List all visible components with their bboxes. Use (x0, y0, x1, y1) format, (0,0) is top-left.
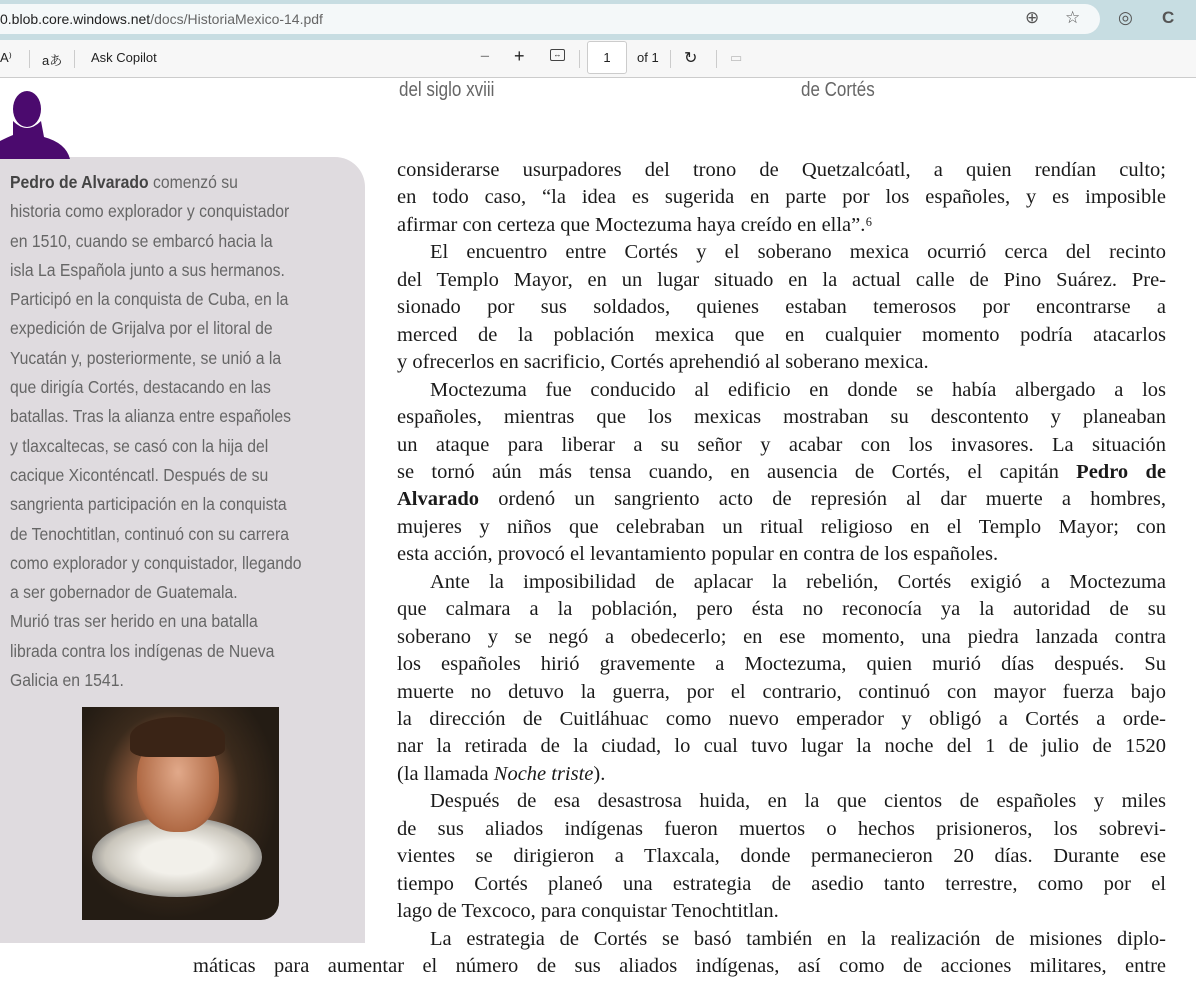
text-segment: en 1510, cuando se embarcó hacia la (10, 230, 273, 251)
sidebar-biography (10, 168, 302, 695)
text-segment: sionado por sus soldados, quienes estaban temerosos por encontrarse a (397, 296, 1166, 319)
text-line (397, 651, 1166, 678)
zoom-in-button[interactable]: + (514, 46, 525, 66)
text-segment: lago de Texcoco, para conquistar Tenochtitlan. (397, 900, 779, 923)
text-line (397, 541, 1166, 568)
bold-text: Pedro de (1076, 460, 1166, 483)
text-segment: librada contra los indígenas de Nueva (10, 640, 275, 661)
sidebar-line (10, 520, 302, 549)
text-segment: y tlaxcaltecas, se casó con la hija del (10, 435, 269, 456)
text-segment: mujeres y niños que celebraban un ritual religioso en el Templo Mayor; con (397, 515, 1166, 538)
text-line (397, 459, 1166, 486)
favorite-star-icon[interactable]: ☆ (1065, 8, 1081, 27)
sidebar-line (10, 432, 302, 461)
zoom-icon[interactable]: ⊕ (1025, 8, 1040, 27)
text-segment: ordenó un sangriento acto de represión al dar muerte a hombres, (479, 488, 1166, 511)
text-line (430, 239, 1166, 266)
url-host: 0.blob.core.windows.net (0, 11, 151, 27)
text-segment: historia como explorador y conquistador (10, 201, 290, 222)
sidebar-line (10, 314, 302, 343)
text-segment: se tornó aún más tensa cuando, en ausencia de Cortés, el capitán (397, 460, 1077, 483)
text-segment: a ser gobernador de Guatemala. (10, 582, 238, 603)
text-segment: de sus aliados indígenas fueron muertos o hechos prisioneros, los sobrevi- (397, 817, 1166, 840)
text-segment: muerte no detuvo la guerra, por el contrario, continuó con mayor fuerza bajo (397, 680, 1166, 703)
text-line (397, 432, 1166, 459)
sidebar-line (10, 578, 302, 607)
text-line (397, 871, 1166, 898)
text-segment: de Tenochtitlan, continuó con su carrera (10, 523, 290, 544)
text-line (430, 569, 1166, 596)
sidebar-line (10, 344, 302, 373)
extension-icon[interactable]: ◎ (1118, 8, 1133, 27)
text-line (397, 322, 1166, 349)
portrait-image (82, 707, 279, 920)
running-header-left: del siglo xviii (399, 79, 495, 101)
text-segment: del Templo Mayor, en un lugar situado en la actual calle de Pino Suárez. Pre- (397, 268, 1166, 291)
text-line (193, 953, 1166, 980)
text-segment: nar la retirada de la ciudad, lo cual tuvo lugar la noche del 1 de julio de 1520 (397, 735, 1166, 758)
text-segment: La estrategia de Cortés se basó también en la realización de misiones diplo- (430, 927, 1166, 950)
text-segment: los españoles hirió gravemente a Moctezuma, quien murió días después. Su (397, 653, 1166, 676)
sidebar-line (10, 490, 302, 519)
text-line (430, 377, 1166, 404)
text-segment: comenzó su (148, 172, 238, 192)
text-line (397, 624, 1166, 651)
sidebar-line (10, 402, 302, 431)
text-line (397, 679, 1166, 706)
zoom-out-button[interactable]: − (480, 47, 490, 66)
text-segment: como explorador y conquistador, llegando (10, 552, 302, 573)
italic-text: Noche triste (493, 762, 594, 785)
translate-button[interactable]: aあ (42, 53, 63, 68)
text-line (397, 816, 1166, 843)
ask-copilot-button[interactable]: Ask Copilot (91, 50, 157, 65)
text-line (397, 706, 1166, 733)
text-line (397, 157, 1166, 184)
text-segment: cacique Xiconténcatl. Después de su (10, 464, 269, 485)
running-header-right: de Cortés (801, 79, 875, 101)
pdf-toolbar (0, 40, 1196, 78)
text-line (397, 514, 1166, 541)
person-silhouette-icon (0, 89, 72, 159)
text-segment: vientes se dirigieron a Tlaxcala, donde permanecieron 20 días. Durante ese (397, 845, 1166, 868)
text-segment: un ataque para liberar a su señor y acabar con los invasores. La situación (397, 433, 1166, 456)
text-line (397, 761, 1166, 788)
text-line (397, 184, 1166, 211)
text-line (397, 733, 1166, 760)
divider (29, 50, 30, 68)
text-line (397, 843, 1166, 870)
text-line (397, 486, 1166, 513)
text-line (397, 404, 1166, 431)
text-line (397, 596, 1166, 623)
text-line (397, 212, 1166, 239)
pdf-page (0, 79, 1196, 1000)
divider (670, 50, 671, 68)
address-bar-area (0, 0, 1196, 40)
text-line (397, 267, 1166, 294)
text-segment: que dirigía Cortés, destacando en las (10, 377, 271, 398)
text-segment: merced de la población mexica que en cualquier momento podría atacarlos (397, 323, 1166, 346)
divider (579, 50, 580, 68)
url-path: /docs/HistoriaMexico-14.pdf (150, 11, 323, 27)
divider (74, 50, 75, 68)
copilot-icon[interactable]: C (1162, 8, 1175, 27)
text-segment: Ante la imposibilidad de aplacar la rebelión, Cortés exigió a Moctezuma (430, 570, 1166, 593)
page-view-icon[interactable]: ▭ (730, 50, 743, 65)
read-aloud-button[interactable]: A⁾ (0, 50, 12, 65)
sidebar-line (10, 461, 302, 490)
text-segment: (la llamada (397, 762, 494, 785)
text-segment: que calmara a la población, pero ésta no reconocía ya la autoridad de su (397, 598, 1166, 621)
text-segment: máticas para aumentar el número de sus aliados indígenas, así como de acciones militares, entre (193, 955, 1166, 978)
text-segment: esta acción, provocó el levantamiento popular en contra de los españoles. (397, 543, 999, 566)
text-segment: Moctezuma fue conducido al edificio en donde se había albergado a los (430, 378, 1166, 401)
text-segment: Participó en la conquista de Cuba, en la (10, 289, 289, 310)
sidebar-line (10, 549, 302, 578)
text-segment: tiempo Cortés planeó una estrategia de asedio tanto terrestre, como por el (397, 872, 1166, 895)
text-segment: Murió tras ser herido en una batalla (10, 611, 258, 632)
sidebar-line (10, 637, 302, 666)
sidebar-line (10, 666, 302, 695)
sidebar-line (10, 168, 302, 197)
text-segment: afirmar con certeza que Moctezuma haya creído en ella”.⁶ (397, 213, 873, 236)
text-segment: Galicia en 1541. (10, 670, 124, 691)
text-line (397, 898, 1166, 925)
text-line (430, 788, 1166, 815)
bold-text: Alvarado (397, 488, 479, 511)
url-field[interactable] (0, 4, 1100, 34)
text-segment: la dirección de Cuitláhuac como nuevo emperador y obligó a Cortés a orde- (397, 708, 1166, 730)
bold-text: Pedro de Alvarado (10, 172, 149, 192)
text-segment: en todo caso, “la idea es sugerida en parte por los españoles, y es imposible (397, 186, 1166, 209)
text-segment: considerarse usurpadores del trono de Quetzalcóatl, a quien rendían culto; (397, 159, 1166, 181)
text-segment: isla La Española junto a sus hermanos. (10, 259, 285, 280)
rotate-icon[interactable]: ↻ (684, 50, 698, 67)
sidebar-line (10, 197, 302, 226)
sidebar-line (10, 227, 302, 256)
sidebar-line (10, 285, 302, 314)
text-segment: sangrienta participación en la conquista (10, 494, 287, 515)
page-number-input[interactable]: 1 (587, 41, 627, 74)
text-line (397, 349, 1166, 376)
sidebar-line (10, 256, 302, 285)
sidebar-line (10, 373, 302, 402)
text-line (397, 294, 1166, 321)
text-segment: ). (593, 762, 606, 785)
text-segment: y ofrecerlos en sacrificio, Cortés aprehendió al soberano mexica. (397, 351, 929, 374)
text-segment: Yucatán y, posteriormente, se unió a la (10, 347, 282, 368)
divider (716, 50, 717, 68)
text-segment: batallas. Tras la alianza entre españoles (10, 406, 292, 427)
text-segment: El encuentro entre Cortés y el soberano mexica ocurrió cerca del recinto (430, 241, 1166, 264)
text-segment: expedición de Grijalva por el litoral de (10, 318, 273, 339)
text-line (430, 926, 1166, 953)
text-segment: Después de esa desastrosa huida, en la que cientos de españoles y miles (430, 790, 1166, 813)
fit-page-icon[interactable]: ↔ (550, 49, 565, 61)
text-segment: españoles, mientras que los mexicas mostraban su descontento y planeaban (397, 406, 1166, 429)
text-segment: soberano y se negó a obedecerlo; en ese momento, una piedra lanzada contra (397, 625, 1166, 648)
sidebar-line (10, 607, 302, 636)
page-total: of 1 (637, 50, 659, 65)
